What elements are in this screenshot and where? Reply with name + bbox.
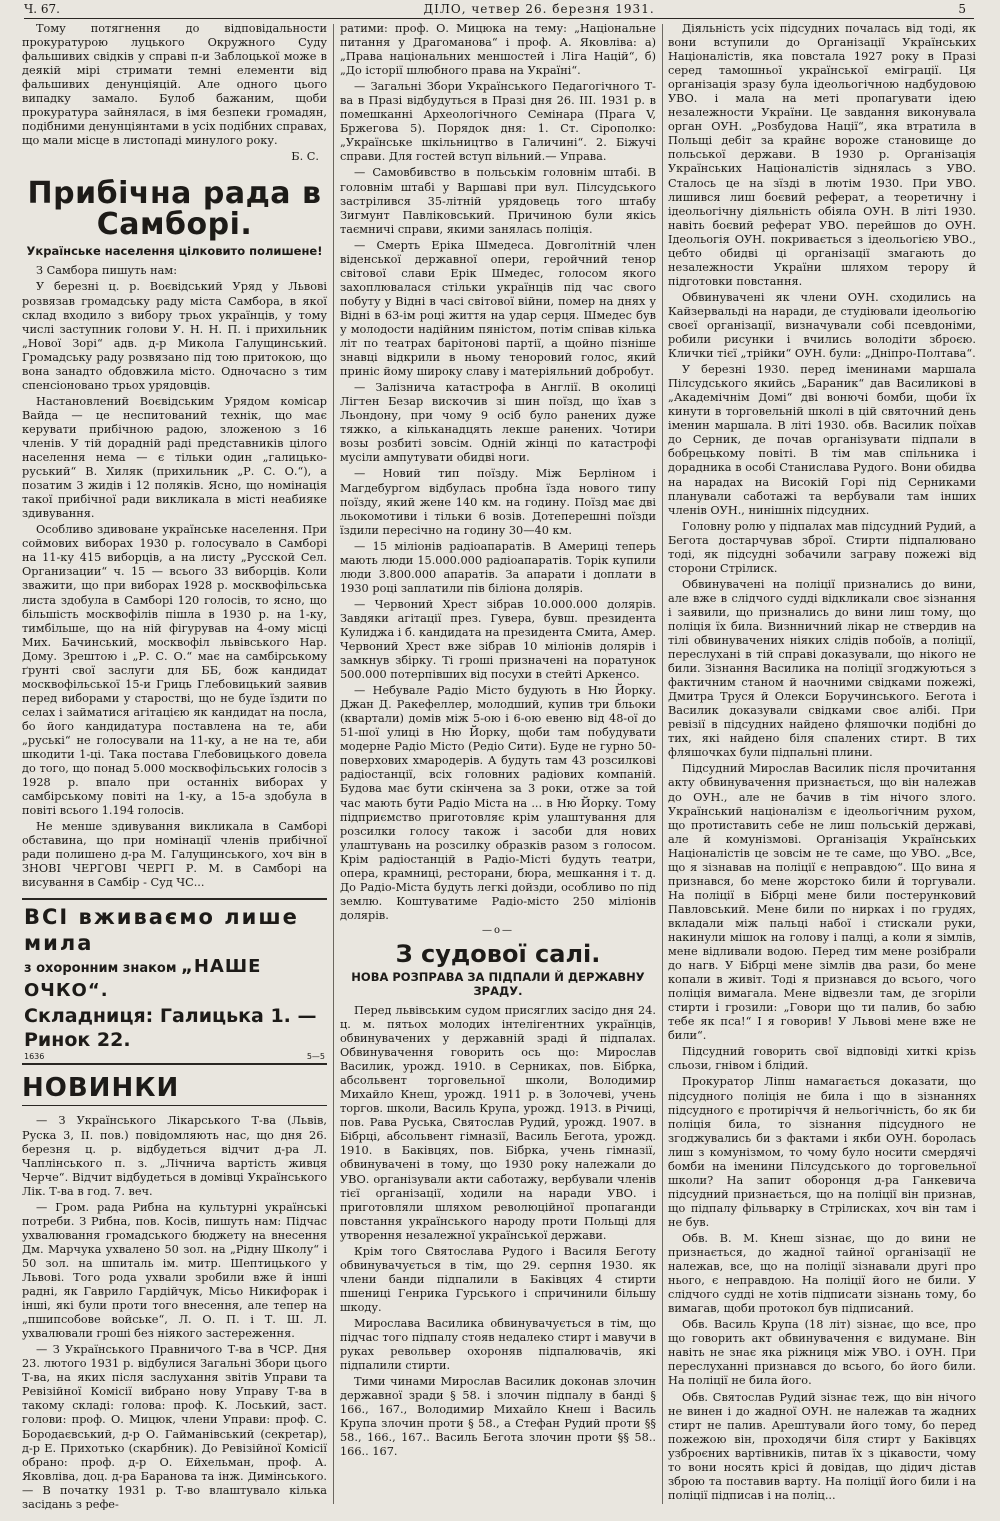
ad-run-count: 5—5 [306, 1052, 325, 1062]
news-item: — Загальні Збори Українського Педагогічного Т-ва в Празі відбудуться в Празі дня 26. III. 1931 р. в помешканні Археологічного Семінара (Прага V, Бржегова 5). Порядок дня: 1. Ст. Сірополко: „Українське шкільництво в Галичині“. 2. Біжучі справи. Для гостей вступ вільний.— Управа. [340, 80, 656, 164]
column-1 [22, 22, 327, 1510]
article-paragraph: Головну ролю у підпалах мав підсудний Рудий, а Бегота достарчував зброї. Стирти підпалювано тоді, як підсудні зобачили заграву пожежі від сторони Стрілиск. [668, 519, 976, 575]
ad-code: 1636 [24, 1052, 45, 1062]
column-divider [662, 24, 663, 1504]
court-section-heading: З судової салі. [395, 939, 601, 968]
masthead [24, 0, 974, 19]
news-item: — Новий тип поїзду. Між Берліном і Магдебургом відбулась пробна їзда нового типу поїзду, який жене 140 км. на годину. Поїзд має дві льокомотиви і тільки 6 возів. Дотеперешні поїзди їздили пересічно на годину 30—40 км. [340, 467, 656, 537]
news-item: ратими: проф. О. Мицюка на тему: „Національне питання у Драгоманова“ і проф. А. Яковліва: а) „Права національних меншостей і Ліга Націй“, б) „До історії шлюбного права на Україні“. [340, 22, 656, 78]
article-paragraph: Крім того Святослава Рудого і Василя Беготу обвинувачується в тім, що 29. серпня 1930. як члени банди підпалили в Баківцях 4 стирти пшениці Генрика Гурського і спричинили більшу шкоду. [340, 1244, 656, 1314]
ad-brand: „НАШЕ ОЧКО“. [24, 956, 262, 1002]
news-item: — 15 міліонів радіоапаратів. В Америці теперь мають люди 15.000.000 радіоапаратів. Торік купили люди 3.800.000 апаратів. За апарати і доплати в 1930 році заплатили пів біліона долярів. [340, 539, 656, 595]
ad-footer [24, 1052, 325, 1061]
court-article-subheading: НОВА РОЗПРАВА ЗА ПІДПАЛИ Й ДЕРЖАВНУ ЗРАДУ. [351, 969, 645, 998]
news-item: — Залізнича катастрофа в Англії. В околиці Лігтен Безар вискочив зі шин поїзд, що їхав з Льондону, при чому 9 осіб було ранених дуже тяжко, а кільканадцять лекше ранених. Чотири возы розбиті зовсім. Одній жінці по катастрофі мусіли ампутувати обидві ноги. [340, 381, 656, 465]
article-paragraph: Прокуратор Ліпш намагається доказати, що підсудного поліція не била і що в зізнаннях підсудного є протиріччя й нельогічність, бо як би поліція била, то зізнання підсудного не згоджувались би з фактами і якби ОУН. боролась лиш з комунізмом, то чому було носити смердячі бомби на іменини Пілсудського до торговельної школи? На запит оборонця д-ра Ганкевича підсудний признається, що на поліції він признав, що підпалу фільварку в Стрілисках, хоч він там і не був. [668, 1075, 976, 1229]
article-paragraph: Обв. Василь Крупа (18 літ) зізнає, що все, про що говорить акт обвинувачення є видумане. Він навіть не знає яка ріжниця між УВО. і ОУН. При переслуханні признався до всього, бо його били. На поліції не била його. [668, 1318, 976, 1388]
article-paragraph: Не менше здивування викликала в Самборі обставина, що при номінації членів прибічної ради полишено д-ра М. Галущинського, хоч він в ЗНОВІ ЧЕРГОВІ ЧЕРГІ Р. М. в Самборі на висування в Самбір - Суд ЧС... [22, 820, 327, 890]
article-paragraph: Тому потягнення до відповідальности прокуратурою луцького Окружного Суду фальшивих свідків у справі п-и Заблоцької може в деякій мірі стримати темні елементи від фальшивих денунціяцій. Але одного цього випадку замало. Булоб бажаним, щоби прокуратура зайнялася, в імя безпеки громадян, подібними денунціянтами в усіх подібних справах, що мали місце в листопаді минулого року. [22, 22, 327, 148]
article-paragraph: У березні 1930. перед іменинами маршала Пілсудського якийсь „Бараник“ дав Василикові в „Академічнім Домі“ дві вонючі бомби, щоби їх кинути в торговельній школі в цій святочний день іменин маршала. В літі 1930. обв. Василик поїхав до Серник, де почав організувати підпали в бобрецькому повіті. В тім мав спільника і дорадника в особі Станислава Рудого. Вони обидва на нарадах на Високій Горі під Серниками планували саботажі та вербували там інших членів ОУН., нинішніх підсудних. [668, 363, 976, 517]
article-paragraph: Особливо здивоване українське населення. При соймових виборах 1930 р. голосувало в Самборі на 11-ку 415 виборців, а на листу „Русской Сел. Организации“ ч. 15 — всього 33 виборців. Коли зважити, що при виборах 1928 р. москвофільська листа здобула в Самборі 120 голосів, то ясно, що більшість москвофілів пішла в 1930 р. на 1-ку, тимбільше, що на ній фігурував на 4-ому місці Мих. Бачинський, москвофіл львівського Нар. Дому. Зрештою і „Р. С. О.“ має на самбірському ґрунті свої заслуги для ББ, бож кандидат москвофільської 15-и Гриць Глебовицький заявив перед виборами у старостві, що не буде їздити по селах і займатися агітацією як кандидат на посла, бо його кандидатура поставлена на те, аби „руські“ не голосували на 11-ку, а не на те, аби шкодити 1-ці. Така постава Глебовицького довела до того, що понад 5.000 москвофільських голосів з 1928 р. впало при останніх виборах у самбірському повіті на 1-ку, а 15-а здобула в повіті всього 1.194 голосів. [22, 523, 327, 818]
ad-line-2 [24, 956, 325, 1004]
article-paragraph: Мирослава Василика обвинувачується в тім, що підчас того підпалу стояв недалеко стирт і мавучи в руках револьвер охороняв підпалювачів, які підпалили стирти. [340, 1316, 656, 1373]
article-paragraph: Настановлений Воєвідським Урядом комісар Вайда — це неспитований технік, що має керувати прибічною радою, зложеною з 16 членів. У тій дорадній раді представників цілого населення нема — є тільки один „галицько-руський“ В. Хиляк (прихильник „Р. С. О.“), а позатим 3 жидів і 12 поляків. Ясно, що номінація такої прибічної ради викликала в місті неабияке здивування. [22, 394, 327, 521]
news-item: — Гром. рада Рибна на культурні українські потреби. З Рибна, пов. Косів, пишуть нам: Підчас ухвалювання громадського бюджету на внесення Дм. Марчука ухвалено 50 зол. на „Рідну Школу“ і 50 зол. на шпиталь ім. митр. Шептицького у Львові. Того рода ухвали зробили вже й інші радні, як Гаврило Гардійчук, Місьо Никифорак і інші, які були проти того внесення, але тепер на „пшипсобове войське“, Л. О. П. і Т. Ш. Л. ухвалювали гроші без ніякого застереження. [22, 1200, 327, 1341]
column-divider [333, 24, 334, 1504]
column-3 [668, 22, 976, 1510]
news-item: — Смерть Еріка Шмедеса. Довголітній член віденської державної опери, геройчний тенор світової слави Ерік Шмедес, голосом якого захоплювалася стільки українців під час свого побуту у Відні в часі світової війни, помер на днях у Відні в 63-ім році життя на удар серця. Шмедес був у молодости надійним пяністом, потім співав кілька літ по театрах барітонові партії, а щойно пізніше знавці відкрили в ньому теноровий голос, який приніс йому широку славу і матеріяльний добробут. [340, 238, 656, 379]
article-paragraph: Обвинувачені як члени ОУН. сходились на Кайзервальді на наради, де студіювали ідеольогію своєї організації, визначували собі псевдоніми, робили рисунки і вчились володіти зброєю. Клички тієї „трійки“ ОУН. були: „Дніпро-Полтава“. [668, 290, 976, 361]
news-item: — Небувале Радіо Місто будують в Ню Йорку. Джан Д. Ракефеллер, молодший, купив три бльоки (квартали) домів між 5-ою і 6-ою евеню від 48-ої до 51-шої улиці в Ню Йорку, щоби там побудувати модерне Радіо Місто (Редіо Сити). Буде не гурно 50-поверхових хмародерів. А будуть там 43 розсилкові радіостанції, всіх головних радіових компаній. Будова має бути скінчена за 3 роки, отже за той час мають бути Радіо Міста на ... в Ню Йорку. Тому підприємство приготовляє крім улаштування для розсилки голосу також і засоби для нових улаштувань на розсилку образків разом з голосом. Крім радіостанцій в Радіо-Місті будуть театри, опера, крамниці, ресторани, бюра, мешкання і т. д. До Радіо-Міста будуть легкі дойзди, особливо по під землю. Коштуватиме Радіо-місто 250 міліонів долярів. [340, 684, 656, 922]
article-paragraph: Перед львівським судом присяглих засідо дня 24. ц. м. пятьох молодих інтелігентних українців, обвинувачених у державній зраді й підпалах. Обвинувачення говорить ось що: Мирослав Василик, урожд. 1910. в Серниках, пов. Бібрка, абсольвент торговельної школи, Володимир Михайло Кнеш, урожд. 1911 р. в Золочеві, учень торгов. школи, Василь Крупа, урожд. 1913. в Річиці, пов. Рава Руська, Святослав Рудий, урожд. 1907. в Бібрці, абсольвент гімназії, Василь Бегота, урожд. 1910. в Баківцях, пов. Бібрка, учень гімназії, обвинувачені в тому, що 1930 року належали до УВО. організували акти саботажу, вербували членів тієї організації, ходили на наради УВО. і приготовляли шляхом революційної пропаганди повстання українського народу проти Польщі для утворення незалежної української держави. [340, 1003, 656, 1242]
article-paragraph: З Самбора пишуть нам: [36, 264, 178, 278]
ad-line-1: ВСІ вживаємо лише мила [24, 905, 299, 956]
news-item: — Червоний Хрест зібрав 10.000.000 долярів. Завдяки агітації през. Гувера, бувш. президента Кулиджа і б. кандидата на президента Смита, Амер. Червоний Хрест вже зібрав 10 міліонів долярів і замкнув збірку. Ті гроші призначені на поратунок 500.000 потерпівших від посухи в стейті Аркенсо. [340, 597, 656, 682]
ad-line-3: Складниця: Галицька 1. — Ринок 22. [24, 1005, 317, 1052]
column-2 [340, 22, 656, 1510]
article-paragraph: Підсудний говорить свої відповіді хиткі крізь сльози, гнівом і блідий. [668, 1045, 976, 1073]
article-paragraph: Діяльність усіх підсудних почалась від тоді, як вони вступили до Організації Українських Націоналістів, яка повстала 1927 року в Празі серед тамошньої української еміграції. Ця організація зразу була ідеольогічною надбудовою УВО. і мала на меті пропагувати ідею незалежности України. Це завдання виконувала орган ОУН. „Розбудова Нації“, яка втратила в Польщі дебіт за крайнє вороже становище до польської держави. В 1930 р. Організація Українських Націоналістів зіднялась з УВО. Сталось це на зїзді в лютім 1930. При УВО. лишився лиш боєвий реферат, а теоретичну і ідеольогічну діяльність обіяла ОУН. В літі 1930. навіть боєвий реферат УВО. перейшов до ОУН. Ідеольогія ОУН. покривається з ідеольогією УВО., цебто обидві ці організації змагають до незалежности України шляхом терору й підготовки повстання. [668, 22, 976, 288]
article-paragraph: У березні ц. р. Воєвідський Уряд у Львові розвязав громадську раду міста Самбора, в якої склад входило з вибору трьох українців, у тому числі заступник голови У. Н. Н. П. і прихильник „Нової Зорі“ адв. д-р Микола Галущинський. Громадську раду розвязано під тою притокою, що вона занадто обдовжила місто. Одночасно з тим спенсіоновано трьох урядовців. [22, 280, 327, 392]
page-number: 5 [958, 2, 966, 16]
section-divider: —о— [481, 924, 515, 936]
news-item: — Самовбивство в польськім головнім штабі. В головнім штабі у Варшаві при вул. Пілсудського застрілився 35-літній урядовець того штабу Зигмунт Павліковський. Причиною були якісь таємничі справи, якими занялась поліція. [340, 166, 656, 236]
paper-title-date: ДІЛО, четвер 26. березня 1931. [423, 2, 655, 16]
article-paragraph: Обв. В. М. Кнеш зізнає, що до вини не признається, до жадної тайної організації не належав, все, що на поліції зізнавали другі про нього, є неправдою. На поліції його не били. У слідчого судді не хотів підписати зізнань тому, бо вимагав, щоби протокол був підписаний. [668, 1231, 976, 1316]
page-label: Ч. 67. [24, 2, 60, 16]
article-paragraph: Підсудний Мирослав Василик після прочитання акту обвинувачення признається, що він належав до ОУН., але не бачив в тім нічого злого. Український націоналізм є ідеольогічним рухом, що протиставить себе не лиш польській державі, але й комунізмові. Організація Українських Націоналістів це зовсім не те саме, що УВО. „Все, що я зізнавав на поліції є неправдою“. Що вина я признався, бо мене жорстоко били й торгували. На поліції в Бібрці мене били постерунковий Павловський. Мене били по нирках і по грудях, вкладали між пальці набої і стискали руки, накинули мішок на голову і палці, а коли я зімлів, мене відливали водою. Перед тим мене розібрали до нагв. У Бібрці мене зімлів два рази, бо мене копали в живіт. Тоді я признався до всього, чого поліція вимагала. Мене відвезли там, де згоріли стирти і грозили: „Говори що ти палив, бо зaбю тебе як пса!“ І я говорив! У Львові мене вже не били“. [668, 762, 976, 1043]
article-paragraph: Тими чинами Мирослав Василик доконав злочин державної зради § 58. і злочин підпалу в банді § 166., 167., Володимир Михайло Кнеш і Василь Крупа злочин проти § 58., а Стефан Рудий проти §§ 58., 166., 167.. Василь Бегота злочин проти §§ 58.. 166.. 167. [340, 1375, 656, 1459]
news-item: — З Українського Лікарського Т-ва (Львів, Руска 3, II. пов.) повідомляють нас, що дня 26. березня ц. р. відбудеться відчит д-ра Л. Чаплінського п. з. „Лічнича вартість живця Черче“. Відчит відбудеться в домівці Українського Лік. Т-ва в год. 7. веч. [22, 1114, 327, 1198]
news-section-heading: НОВИНКИ [22, 1073, 327, 1106]
article-paragraph: Обв. Святослав Рудий зізнає теж, що він нічого не винен і до жадної ОУН. не належав та жадних стирт не палив. Арештували його тому, бо перед пожежою він, проходячи біля стирт у Баківцях узброєних вартівників, питав їх з цікавости, чому то вони носять крісі й довідав, що дідич дістав зброю та поставив варту. На поліції його били і на поліції підписав і на поліц... [668, 1390, 976, 1502]
news-item: — З Українського Правничого Т-ва в ЧСР. Дня 23. лютого 1931 р. відбулися Загальні Збори цього Т-ва, на яких після заслухання звітів Управи та Ревізійної Комісії вибрано нову Управу Т-ва в такому складі: голова: проф. К. Лоський, заст. голови: проф. О. Мицюк, члени Управи: проф. С. Бородаєвський, д-р О. Гайманівський (секретар), д-р Е. Прихотько (скарбник). До Ревізійної Комісії обрано: проф. д-р О. Ейхельман, проф. А. Яковліва, доц. д-ра Баранова та інж. Димінського. — В початку 1931 р. Т-во влаштувало кілька засідань з рефе- [22, 1343, 327, 1510]
article-paragraph: Обвинувачені на поліції признались до вини, але вже в слідчого судді відкликали своє зізнання і заявили, що признались до вини лиш тому, що поліція їх била. Визнничний лікар не ствердив на тілі обвинувачених ніяких слідів побоїв, а поліції, переслухані в тій справі доказували, що нікого не били. Зізнання Василика на поліції згоджуються з фактичним станом й наочними свідками пожежі, Дмитра Труся й Олекси Боручинського. Бегота і Василик доказували свідками своє алібі. При ревізії в підсудних найдено фляшочки подібні до тих, які найдено біля спалених стирт. В тих фляшочках були підпальні плини. [668, 577, 976, 760]
article-signature: Б. С. [291, 150, 319, 164]
soap-advertisement [22, 898, 327, 1065]
ad-trademark-prefix: з охоронним знаком [24, 961, 177, 977]
article-subheadline: Українське населення цілковито полишене! [26, 244, 323, 259]
article-headline: Прибічна рада в Самборі. [27, 176, 322, 243]
